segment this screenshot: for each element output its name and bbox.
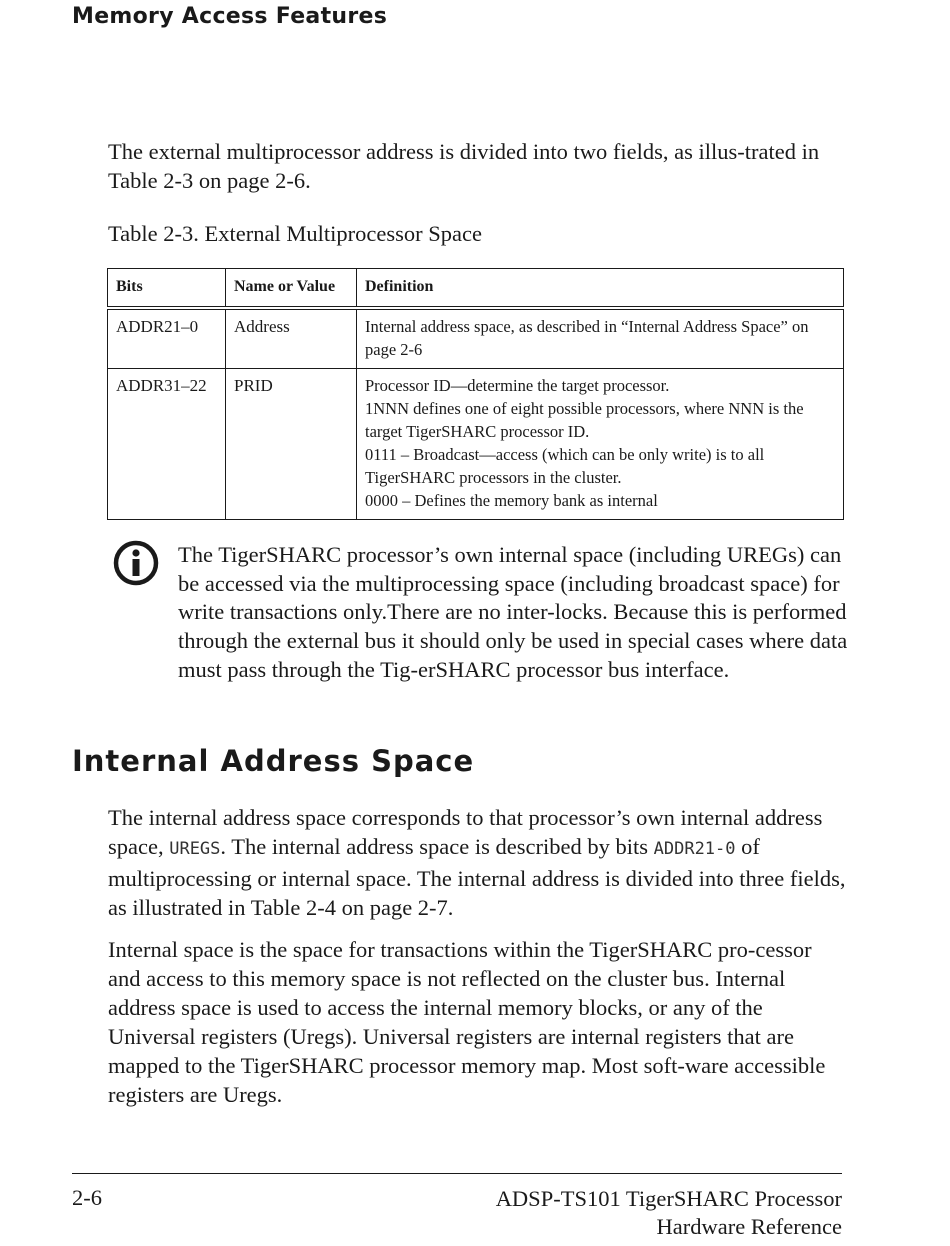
header-definition: Definition (357, 269, 844, 309)
footer-title-line-2: Hardware Reference (656, 1214, 842, 1239)
footer-rule (72, 1173, 842, 1174)
definition-line: 1NNN defines one of eight possible processors, where NNN is the target TigerSHARC processor ID. (365, 399, 804, 441)
cell-bits: ADDR21–0 (108, 308, 226, 369)
code-addr21-0: ADDR21-0 (653, 839, 736, 859)
header-name-or-value: Name or Value (226, 269, 357, 309)
info-icon (113, 540, 159, 586)
definition-line: 0111 – Broadcast—access (which can be only write) is to all TigerSHARC processors in the cluster. (365, 445, 765, 487)
section-heading: Internal Address Space (72, 744, 475, 778)
paragraph-text: . The internal address space is described by bits (220, 834, 654, 859)
cell-bits: ADDR31–22 (108, 369, 226, 520)
definition-line: Processor ID—determine the target processor. (365, 376, 670, 395)
footer-title (496, 1185, 842, 1241)
paragraph-text: The internal address space corresponds to that processor’s own internal address space, (108, 805, 823, 859)
paragraph-text: of multiprocessing or internal space. The internal address is divided into three fields, as illustrated in Table 2-4 on page 2-7. (108, 834, 846, 920)
running-head: Memory Access Features (72, 4, 388, 29)
table-row (108, 369, 844, 520)
definition-line: 0000 – Defines the memory bank as internal (365, 491, 658, 510)
cell-definition (357, 308, 844, 369)
intro-paragraph: The external multiprocessor address is divided into two fields, as illus-trated in Table 2-3 on page 2-6. (108, 139, 820, 193)
cell-name: PRID (226, 369, 357, 520)
section-paragraph-2: Internal space is the space for transactions within the TigerSHARC pro-cessor and access to this memory space is not reflected on the cluster bus. Internal address space is used to access the internal memory blocks, or any of the Universal registers (Uregs). Universal registers are internal registers that are mapped to the TigerSHARC processor memory map. Most soft-ware accessible registers are Uregs. (108, 937, 826, 1107)
header-bits: Bits (108, 269, 226, 309)
definition-line: Internal address space, as described in “Internal Address Space” on page 2-6 (365, 317, 809, 359)
footer-title-line-1: ADSP-TS101 TigerSHARC Processor (495, 1186, 842, 1211)
multiprocessor-space-table (107, 268, 844, 520)
table-caption: Table 2-3. External Multiprocessor Space (108, 221, 482, 246)
code-uregs: UREGS (169, 839, 221, 859)
cell-definition (357, 369, 844, 520)
table-header-row (108, 269, 844, 309)
footer-page-number: 2-6 (72, 1185, 102, 1210)
section-paragraph-1 (108, 803, 848, 922)
note-text: The TigerSHARC processor’s own internal space (including UREGs) can be accessed via the multiprocessing space (including broadcast space) for write transactions only.There are no inter-locks. Because this is performed through the external bus it should only be used in special cases where data must pass through the Tig-erSHARC processor bus interface. (178, 542, 848, 682)
table-row (108, 308, 844, 369)
cell-name: Address (226, 308, 357, 369)
